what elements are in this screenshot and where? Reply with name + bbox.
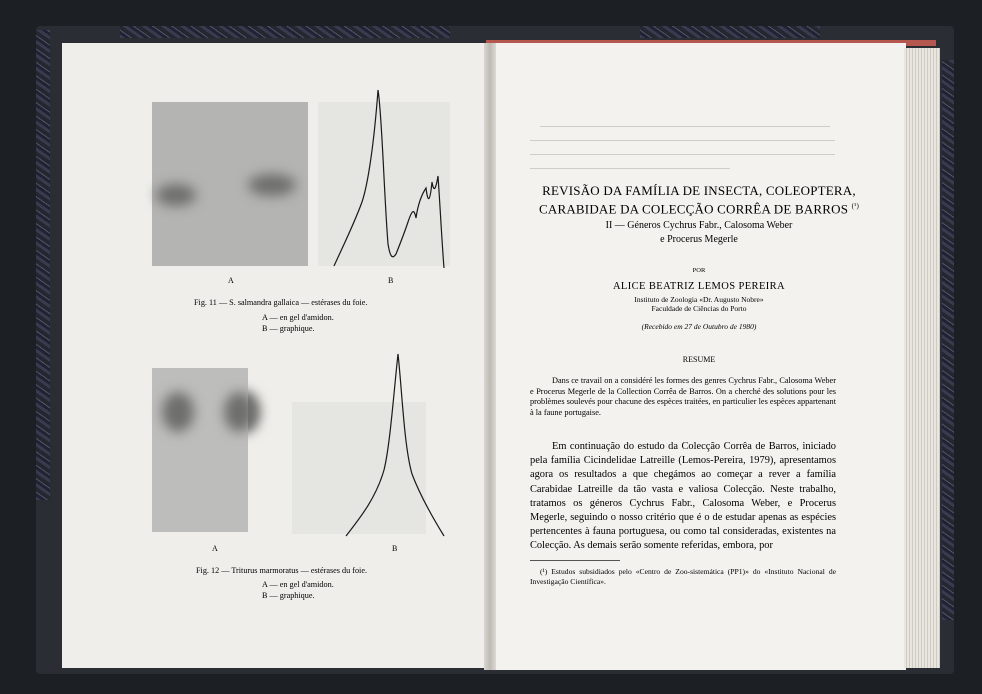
marbled-cover-top-right <box>640 26 820 38</box>
fig12-densitogram <box>340 350 450 540</box>
marbled-cover-left <box>36 30 50 500</box>
fig11-gel-band <box>248 174 296 196</box>
page-edges <box>904 48 940 668</box>
fig12-label-b: B <box>392 544 398 553</box>
fig12-gel-band <box>224 392 254 432</box>
article-por: POR <box>692 267 706 274</box>
article-title-line-2-text: CARABIDAE DA COLECÇÃO CORRÊA DE BARROS <box>539 201 849 217</box>
bleed-through-line <box>540 126 830 127</box>
fig11-gel-image <box>152 102 308 266</box>
resume-heading: RESUME <box>682 355 716 364</box>
article-author: ALICE BEATRIZ LEMOS PEREIRA <box>612 281 786 292</box>
fig12-caption-a: A — en gel d'amidon. <box>262 580 334 589</box>
fig12-gel-band <box>162 392 194 432</box>
article-title-footnote-mark: (¹) <box>851 202 859 210</box>
article-subtitle-line-1: II — Géneros Cychrus Fabr., Calosoma Weber <box>605 220 793 231</box>
bleed-through-line <box>530 140 835 141</box>
article-title-line-2 <box>505 198 893 217</box>
article-subtitle-line-2: e Procerus Megerle <box>660 234 738 245</box>
fig12-caption-b: B — graphique. <box>262 591 315 600</box>
fig11-caption-a: A — en gel d'amidon. <box>262 313 334 322</box>
fig11-label-b: B <box>388 276 394 285</box>
article-received-date: (Recebido em 27 de Outubro de 1980) <box>641 322 757 331</box>
marbled-cover-right <box>942 60 954 620</box>
bleed-through-line <box>530 154 835 155</box>
article-title-line-1: REVISÃO DA FAMÍLIA DE INSECTA, COLEOPTERA, <box>542 183 856 198</box>
fig12-label-a: A <box>212 544 218 553</box>
footnote-rule <box>530 560 620 561</box>
fig11-densitogram <box>318 84 450 270</box>
body-paragraph: Em continuação do estudo da Colecção Corrêa de Barros, iniciado pela família Cicindelidae Latreille (Lemos-Pereira, 1979), apresentamos agora os resultados a que chegámos ao começar a rever a família Carabidae Latreille da tão vasta e valiosa Colecção. Neste trabalho, tratamos os géneros Cychrus Fabr., Calosoma Weber, e Procerus Megerle, seguindo o nosso critério que é o de estudar apenas as espécies pertencentes à fauna portuguesa, ou como tal consideradas, existentes na Colecção. As demais serão somente referidas, embora, por <box>530 441 836 552</box>
article-affiliation-1: Instituto de Zoologia «Dr. Augusto Nobre» <box>634 295 764 304</box>
fig11-gel-band <box>156 184 196 206</box>
footnote: (¹) Estudos subsidiados pelo «Centro de Zoo-sistemática (PP1)» do «Instituto Nacional de Investigação Científica». <box>530 567 836 586</box>
article-affiliation-2: Faculdade de Ciências do Porto <box>651 304 747 313</box>
fig11-caption-b: B — graphique. <box>262 324 315 333</box>
bleed-through-line <box>530 168 730 169</box>
fig12-gel-image-right <box>206 368 248 532</box>
book-gutter <box>484 43 496 670</box>
marbled-cover-top <box>120 26 450 38</box>
fig12-caption: Fig. 12 — Triturus marmoratus — estérases du foie. <box>196 566 368 575</box>
resume-paragraph: Dans ce travail on a considéré les formes des genres Cychrus Fabr., Calosoma Weber e Procerus Megerle de la Collection Corrêa de Barros. On a cherché des solutions pour les problèmes soulevés pour chacune des espèces traitées, en particulier les espèces appartenant à la faune portugaise. <box>530 376 836 417</box>
fig11-caption: Fig. 11 — S. salmandra gallaica — estérases du foie. <box>194 298 368 307</box>
fig11-label-a: A <box>228 276 234 285</box>
